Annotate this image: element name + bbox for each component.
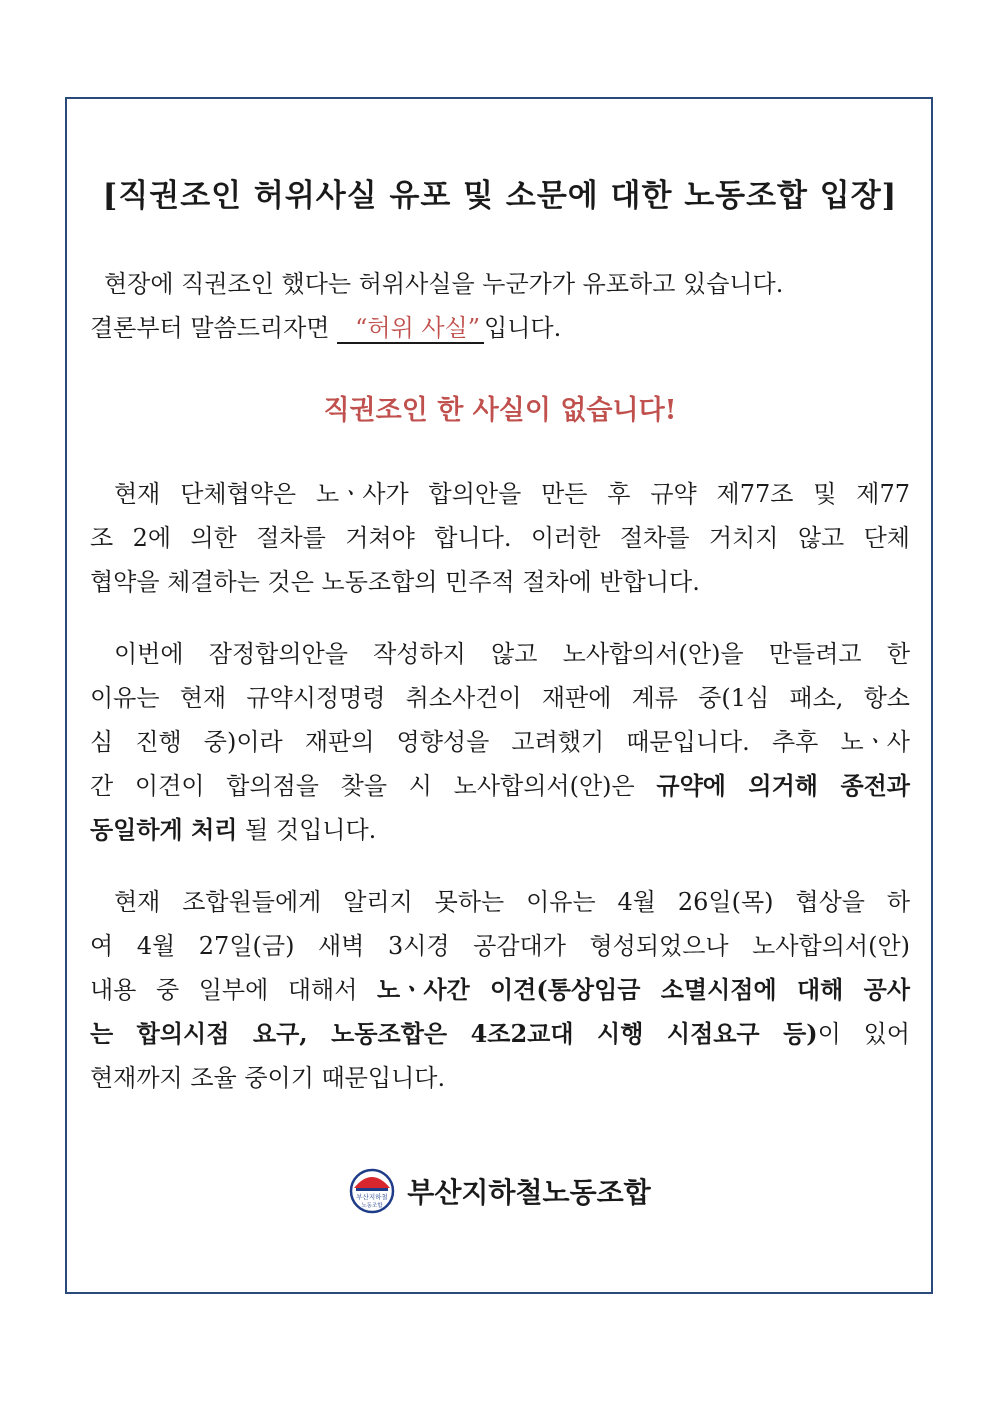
highlight-false-fact <box>337 314 484 344</box>
bold-emphasis: 는 합의시점 요구, 노동조합은 4조2교대 시행 시점요구 등) <box>90 1019 818 1048</box>
headline-statement: 직권조인 한 사실이 없습니다! <box>323 395 677 426</box>
union-logo-icon <box>349 1168 395 1214</box>
bold-emphasis: 노ㆍ사간 이견(통상임금 소멸시점에 대해 공사 <box>376 975 910 1004</box>
paragraph-line: 심 진행 중)이라 재판의 영향성을 고려했기 때문입니다. 추후 노ㆍ사 <box>90 728 910 756</box>
paragraph-line-lead: 내용 중 일부에 대해서 <box>90 976 377 1004</box>
logo-text-top: 부산지하철 <box>356 1193 388 1201</box>
paragraph-line: 여 4월 27일(금) 새벽 3시경 공감대가 형성되었으나 노사합의서(안) <box>90 932 910 960</box>
footer-signature <box>0 1168 1000 1214</box>
intro-line-2-tail: 입니다. <box>484 314 562 342</box>
bold-emphasis: 규약에 의거해 종전과 <box>656 771 910 800</box>
paragraph-reason <box>90 632 910 852</box>
paragraph-line <box>90 968 910 1012</box>
intro-line-1: 현장에 직권조인 했다는 허위사실을 누군가가 유포하고 있습니다. <box>104 270 784 298</box>
paragraph-line <box>90 1012 910 1056</box>
intro-line-2-lead: 결론부터 말씀드리자면 <box>90 314 330 342</box>
paragraph-line <box>90 764 910 808</box>
paragraph-procedure <box>90 472 910 604</box>
intro-paragraph <box>90 262 920 350</box>
logo-text-bottom: 노동조합 <box>361 1203 383 1209</box>
paragraph-negotiation <box>90 880 910 1100</box>
highlight-text: “허위 사실” <box>355 314 481 342</box>
paragraph-line: 협약을 체결하는 것은 노동조합의 민주적 절차에 반합니다. <box>90 568 700 596</box>
paragraph-line: 현재까지 조율 중이기 때문입니다. <box>90 1064 446 1092</box>
paragraph-line: 이번에 잠정합의안을 작성하지 않고 노사합의서(안)을 만들려고 한 <box>114 640 910 668</box>
paragraph-line <box>90 808 910 852</box>
paragraph-line-lead: 간 이견이 합의점을 찾을 시 노사합의서(안)은 <box>90 772 657 800</box>
union-name: 부산지하철노동조합 <box>407 1176 651 1209</box>
paragraph-line: 조 2에 의한 절차를 거쳐야 합니다. 이러한 절차를 거치지 않고 단체 <box>90 524 910 552</box>
paragraph-line: 현재 단체협약은 노ㆍ사가 합의안을 만든 후 규약 제77조 및 제77 <box>114 480 910 508</box>
paragraph-line-tail: 이 있어 <box>817 1020 910 1048</box>
paragraph-line: 현재 조합원들에게 알리지 못하는 이유는 4월 26일(목) 협상을 하 <box>114 888 910 916</box>
bold-emphasis: 동일하게 처리 <box>90 815 238 844</box>
document-title: [직권조인 허위사실 유포 및 소문에 대한 노동조합 입장] <box>102 178 898 214</box>
paragraph-line-tail: 될 것입니다. <box>237 816 377 844</box>
paragraph-line: 이유는 현재 규약시정명령 취소사건이 재판에 계류 중(1심 패소, 항소 <box>90 684 910 712</box>
